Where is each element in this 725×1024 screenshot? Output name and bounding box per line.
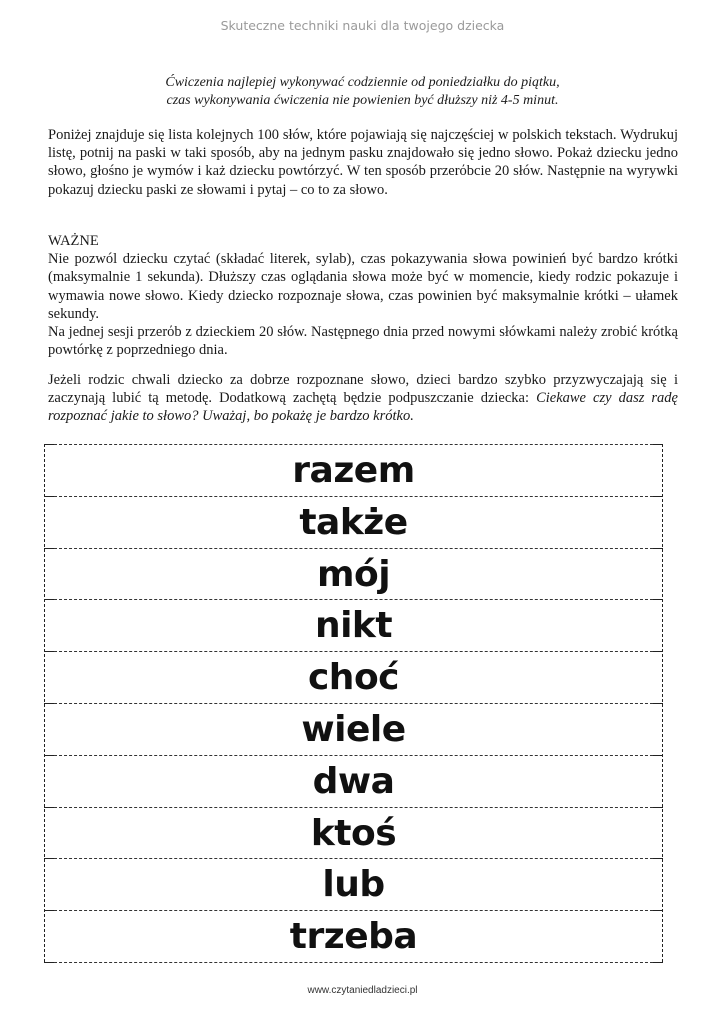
cut-mark: [44, 496, 54, 497]
instructions-paragraph: [48, 126, 678, 199]
important-section: [48, 232, 678, 359]
cut-mark: [653, 496, 663, 497]
cut-mark: [653, 599, 663, 600]
cut-line: [44, 548, 663, 549]
cut-mark: [44, 755, 54, 756]
cut-mark: [44, 910, 54, 911]
encouragement-quote: Ciekawe czy dasz radę rozpoznać jakie to słowo? Uważaj, bo pokażę je bardzo krótko.: [48, 390, 678, 425]
encouragement-paragraph: [48, 371, 678, 426]
cut-line: [44, 858, 663, 859]
footer-url: www.czytaniedladzieci.pl: [307, 985, 418, 996]
cut-line: [44, 599, 663, 600]
intro-instructions: [48, 74, 677, 110]
cut-mark: [653, 807, 663, 808]
intro-line-2: czas wykonywania ćwiczenia nie powienien być dłuższy niż 4-5 minut.: [166, 93, 559, 108]
cut-mark: [653, 703, 663, 704]
cut-mark: [44, 807, 54, 808]
word-strip: nikt: [314, 605, 393, 646]
word-strip: mój: [316, 554, 391, 595]
word-strip: ktoś: [310, 813, 397, 854]
cut-mark: [44, 651, 54, 652]
word-strip: trzeba: [289, 916, 418, 957]
word-strip: lub: [322, 864, 385, 905]
important-text-1: Nie pozwól dziecku czytać (składać literek, sylab), czas pokazywania słowa powinień być bardzo krótki (maksymalnie 1 sekunda). Dłuższy czas oglądania słowa może być w momencie, kiedy rodzic pokazuje i wymawia nowe słowo. Kiedy dziecko rozpoznaje słowa, czas powinien być maksymalnie krótki – ułamek sekundy.: [48, 251, 678, 322]
cut-line: [44, 444, 663, 445]
word-strip: razem: [292, 450, 415, 491]
cut-line: [44, 703, 663, 704]
word-strip: dwa: [312, 761, 395, 802]
word-strip: wiele: [301, 709, 406, 750]
cut-mark: [44, 858, 54, 859]
important-heading: WAŻNE: [48, 233, 99, 249]
cut-mark: [44, 444, 54, 445]
page-header: Skuteczne techniki nauki dla twojego dziecka: [220, 18, 505, 33]
cut-mark: [653, 858, 663, 859]
encouragement-text: Jeżeli rodzic chwali dziecko za dobrze rozpoznane słowo, dzieci bardzo szybko przyzwyczajają się i zaczynają lubić tą metodę. Dodatkową zachętą będzie podpuszczanie dziecka:: [48, 372, 678, 407]
cut-mark: [653, 548, 663, 549]
paragraph-text: Poniżej znajduje się lista kolejnych 100 słów, które pojawiają się najczęściej w polskich tekstach. Wydrukuj listę, potnij na paski w taki sposób, aby na jednym pasku znajdowało się jedno słowo. Pokaż dziecku jedno słowo, głośno je wymów i każ dziecku powtórzyć. W ten sposób przerόbcie 20 słów. Następnie na wyrywki pokazuj dziecku paski ze słowami i pytaj – co to za słowo.: [48, 127, 678, 198]
cut-mark: [653, 962, 663, 963]
cut-mark: [653, 910, 663, 911]
important-text-2: Na jednej sesji przerόb z dzieckiem 20 słów. Następnego dnia przed nowymi słówkami należy zrobić krótką powtórkę z poprzedniego dnia.: [48, 324, 678, 359]
cut-line: [44, 755, 663, 756]
cut-line: [44, 807, 663, 808]
word-strip: choć: [307, 657, 400, 698]
cut-mark: [44, 548, 54, 549]
cut-line: [44, 910, 663, 911]
cut-mark: [44, 703, 54, 704]
cut-line: [44, 962, 663, 963]
cut-line: [44, 496, 663, 497]
cut-line: [44, 651, 663, 652]
cut-mark: [653, 444, 663, 445]
cut-mark: [653, 651, 663, 652]
word-strip: także: [299, 502, 408, 543]
intro-line-1: Ćwiczenia najlepiej wykonywać codziennie od poniedziałku do piątku,: [165, 75, 560, 90]
cut-mark: [653, 755, 663, 756]
cut-mark: [44, 962, 54, 963]
word-strips: [44, 444, 663, 962]
cut-mark: [44, 599, 54, 600]
